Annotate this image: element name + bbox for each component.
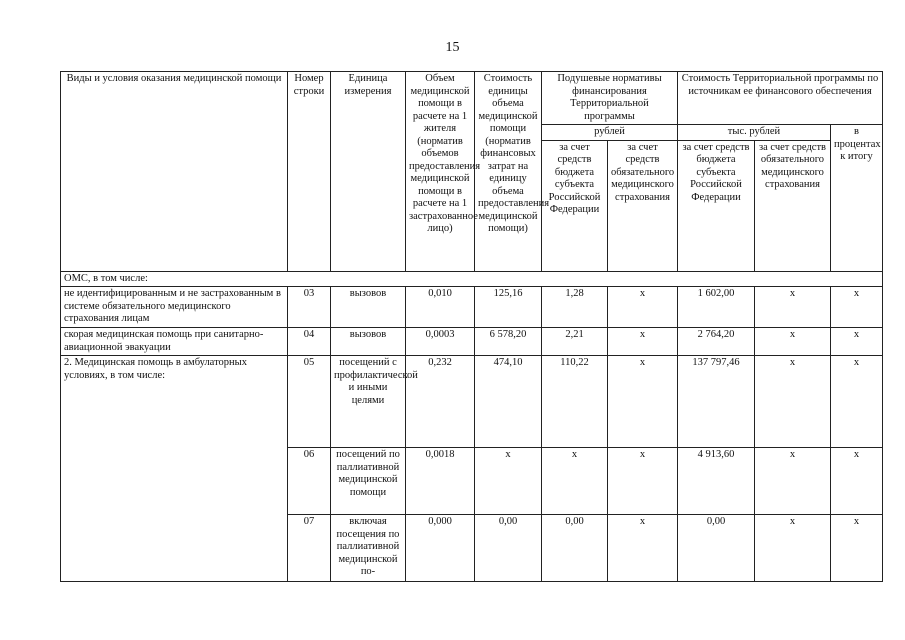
- row-per-capita-budget: 1,28: [542, 287, 608, 328]
- row-per-capita-oms: х: [608, 287, 678, 328]
- row-total-oms: х: [755, 356, 831, 448]
- header-unit-cost: Стоимость единицы объема медицинской помощи (норматив финансовых затрат на единицу объема предоставления медицинской помощи): [475, 72, 542, 272]
- header-territorial-cost: Стоимость Территориальной программы по источникам ее финансового обеспечения: [678, 72, 883, 125]
- header-unit-rubles: рублей: [542, 125, 678, 141]
- row-cost: 474,10: [475, 356, 542, 448]
- header-per-capita-budget: за счет средств бюджета субъекта Российской Федерации: [542, 140, 608, 271]
- row-number: 07: [288, 515, 331, 582]
- row-unit: посещений по паллиативной медицинской помощи: [331, 448, 406, 515]
- row-number: 05: [288, 356, 331, 448]
- header-total-budget: за счет средств бюджета субъекта Российской Федерации: [678, 140, 755, 271]
- header-unit-thousand-rubles: тыс. рублей: [678, 125, 831, 141]
- row-total-budget: 1 602,00: [678, 287, 755, 328]
- row-volume: 0,000: [406, 515, 475, 582]
- row-cost: 6 578,20: [475, 328, 542, 356]
- row-total-budget: 137 797,46: [678, 356, 755, 448]
- row-per-capita-oms: х: [608, 448, 678, 515]
- header-row-1: [61, 72, 883, 125]
- row-unit: включая посещения по паллиативной медицинской по-: [331, 515, 406, 582]
- row-name: 2. Медицинская помощь в амбулаторных условиях, в том числе:: [61, 356, 288, 582]
- table-row: [61, 328, 883, 356]
- row-name: скорая медицинская помощь при санитарно-авиационной эвакуации: [61, 328, 288, 356]
- row-unit: вызовов: [331, 287, 406, 328]
- row-percent: х: [831, 515, 883, 582]
- row-total-oms: х: [755, 287, 831, 328]
- row-per-capita-budget: 2,21: [542, 328, 608, 356]
- row-total-oms: х: [755, 328, 831, 356]
- row-total-oms: х: [755, 448, 831, 515]
- row-per-capita-oms: х: [608, 356, 678, 448]
- row-unit: посещений с профилактической и иными целями: [331, 356, 406, 448]
- row-total-budget: 2 764,20: [678, 328, 755, 356]
- row-percent: х: [831, 448, 883, 515]
- row-volume: 0,232: [406, 356, 475, 448]
- row-number: 03: [288, 287, 331, 328]
- row-total-oms: х: [755, 515, 831, 582]
- header-volume: Объем медицинской помощи в расчете на 1 жителя (норматив объемов предоставления медицинской помощи в расчете на 1 застрахованное лицо): [406, 72, 475, 272]
- header-unit: Единица измерения: [331, 72, 406, 272]
- header-per-capita-oms: за счет средств обязательного медицинского страхования: [608, 140, 678, 271]
- table-row: [61, 356, 883, 448]
- header-percent: в процентах к итогу: [831, 125, 883, 272]
- row-cost: 0,00: [475, 515, 542, 582]
- row-per-capita-budget: х: [542, 448, 608, 515]
- row-total-budget: 4 913,60: [678, 448, 755, 515]
- row-per-capita-oms: х: [608, 515, 678, 582]
- row-volume: 0,0018: [406, 448, 475, 515]
- row-cost: х: [475, 448, 542, 515]
- row-volume: 0,010: [406, 287, 475, 328]
- row-percent: х: [831, 356, 883, 448]
- row-number: 04: [288, 328, 331, 356]
- row-volume: 0,0003: [406, 328, 475, 356]
- table-row: [61, 271, 883, 287]
- row-percent: х: [831, 328, 883, 356]
- row-name: не идентифицированным и не застрахованным в системе обязательного медицинского страхования лицам: [61, 287, 288, 328]
- header-care-type: Виды и условия оказания медицинской помощи: [61, 72, 288, 272]
- header-row-number: Номер строки: [288, 72, 331, 272]
- table-row: [61, 287, 883, 328]
- row-percent: х: [831, 287, 883, 328]
- header-per-capita: Подушевые нормативы финансирования Территориальной программы: [542, 72, 678, 125]
- page-number: 15: [445, 40, 460, 55]
- row-number: 06: [288, 448, 331, 515]
- row-cost: 125,16: [475, 287, 542, 328]
- row-name: ОМС, в том числе:: [61, 271, 883, 287]
- row-per-capita-budget: 0,00: [542, 515, 608, 582]
- row-per-capita-oms: х: [608, 328, 678, 356]
- header-total-oms: за счет средств обязательного медицинского страхования: [755, 140, 831, 271]
- medical-care-cost-table: [60, 71, 883, 582]
- row-per-capita-budget: 110,22: [542, 356, 608, 448]
- row-total-budget: 0,00: [678, 515, 755, 582]
- row-unit: вызовов: [331, 328, 406, 356]
